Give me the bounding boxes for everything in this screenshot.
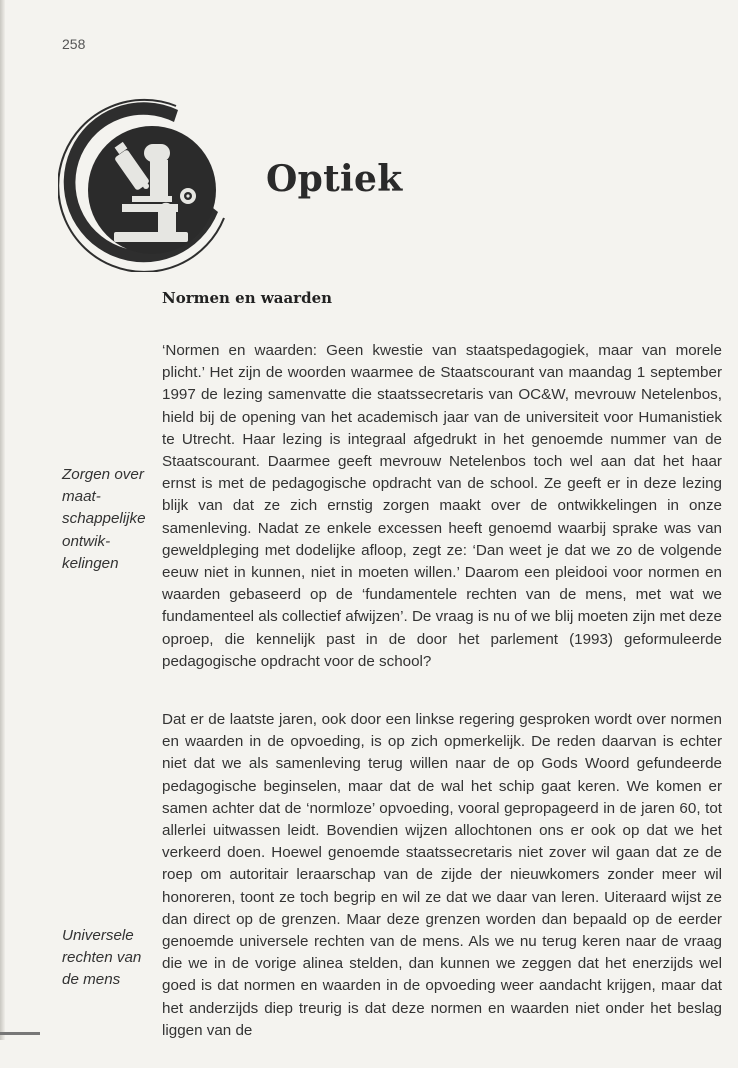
body-paragraph: ‘Normen en waarden: Geen kwestie van staatspedagogiek, maar van morele plicht.’ Het zijn de woorden waarmee de Staatscourant van maandag 1 september 1997 de lezing samenvatte die staatssecretaris van OC&W, mevrouw Netelenbos, hield bij de opening van het academisch jaar van de universiteit voor Humanistiek te Utrecht. Haar lezing is integraal afgedrukt in het genoemde nummer van de Staatscourant. Daarmee geeft mevrouw Netelenbos toch wel aan dat het haar ernst is met de pedagogische opdracht van de school. Ze geeft er in deze lezing blijk van dat ze zich ernstig zorgen maakt over de ontwikkelingen in onze samenleving. Nadat ze enkele excessen heeft genoemd waarbij sprake was van geweldpleging met dodelijke afloop, zegt ze: ‘Dan weet je dat we zo de volgende eeuw niet in kunnen, niet in moeten willen.’ Daarom een pleidooi voor normen en waarden gebaseerd op de ‘fundamentele rechten van de mens, met wat we fundamenteel als collectief afwijzen’. De vraag is nu of we blij moeten zijn met deze oproep, die kennelijk past in de door het parlement (1993) geformuleerde pedagogische opdracht voor de school? — [162, 342, 722, 670]
page-number: 258 — [62, 36, 86, 52]
microscope-icon — [58, 92, 234, 272]
body-paragraph: Dat er de laatste jaren, ook door een linkse regering gesproken wordt over normen en waarden in de opvoeding, is op zich opmerkelijk. De reden daarvan is echter niet dat we als samenleving terug willen naar de op Gods Woord gefundeerde pedagogische beginselen, maar dat de wal het schip gaat keren. We komen er samen achter dat de ‘normloze’ opvoeding, vooral gepropageerd in de jaren 60, tot allerlei uitwassen leidt. Bovendien wijzen allochtonen ons er ook op dat we het verkeerd doen. Hoewel genoemde staatssecretaris niet zover wil gaan dat ze de roep om autoritair leraarschap van de zijde der nieuwkomers zonder meer wil honoreren, toont ze toch begrip en wil ze dat we daar van leren. Uiteraard wijst ze dan direct op de grenzen. Maar deze grenzen worden dan bepaald op de eerder genoemde universele rechten van de mens. Als we nu terug keren naar de vraag die we in de vorige alinea stelden, dan kunnen we zeggen dat het enerzijds wel goed is dat normen en waarden in de opvoeding weer aandacht krijgen, maar dat het anderzijds diep treurig is dat deze normen en waarden niet onder het beslag liggen van de — [162, 711, 722, 1039]
margin-note: Zorgen over maatschappelijke ontwikkelingen — [62, 466, 146, 572]
page-bottom-mark — [0, 1032, 40, 1035]
page-left-edge — [0, 0, 5, 1040]
page-title: Optiek — [266, 158, 403, 200]
margin-note: Universele rechten van de mens — [62, 927, 142, 989]
section-heading: Normen en waarden — [162, 289, 333, 307]
